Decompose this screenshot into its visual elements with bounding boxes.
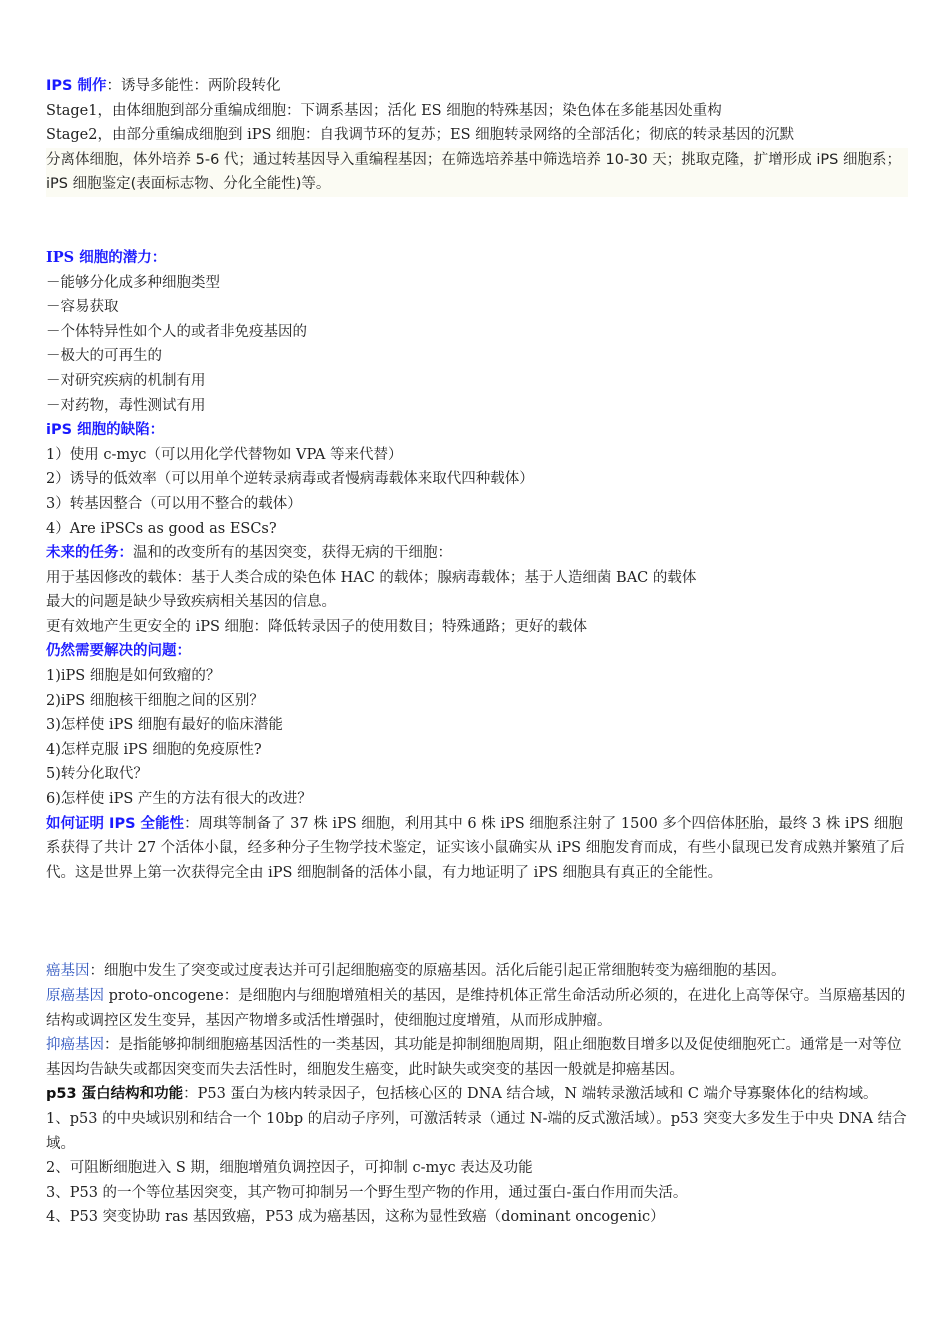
proto-oncogene-paragraph — [46, 984, 908, 1033]
p53-text: ：P53 蛋白为核内转录因子，包括核心区的 DNA 结合域，N 端转录激活域和 C 端介导寡聚体化的结构域。 — [183, 1086, 878, 1103]
list-item: 5)转分化取代？ — [46, 766, 148, 783]
list-item: －极大的可再生的 — [46, 348, 162, 365]
list-item: 3）转基因整合（可以用不整合的载体） — [46, 495, 302, 512]
list-item: 1）使用 c-myc（可以用化学代替物如 VPA 等来代替） — [46, 446, 403, 463]
list-item: －个体特异性如个人的或者非免疫基因的 — [46, 323, 307, 340]
suppressor-paragraph — [46, 1033, 908, 1082]
document-page — [46, 74, 908, 1230]
pluripotency-proof-text: ：周琪等制备了 37 株 iPS 细胞，利用其中 6 株 iPS 细胞系注射了 1500 多个四倍体胚胎，最终 3 株 iPS 细胞系获得了共计 27 个活体小鼠，经多种分子生物学技术鉴定，证实该小鼠确实从 iPS 细胞发育而成，有些小鼠现已发育成熟并繁殖了后代。这是世界上第一次获得完全由 iPS 细胞制备的活体小鼠，有力地证明了 iPS 细胞具有真正的全能性。 — [46, 815, 905, 881]
suppressor-text: ：是指能够抑制细胞癌基因活性的一类基因，其功能是抑制细胞周期，阻止细胞数目增多以及促使细胞死亡。通常是一对等位基因均告缺失或都因突变而失去活性时，细胞发生癌变，此时缺失或突变的基因一般就是抑癌基因。 — [46, 1037, 902, 1078]
list-item: 更有效地产生更安全的 iPS 细胞：降低转录因子的使用数目；特殊通路；更好的载体 — [46, 618, 588, 635]
proto-oncogene-text: proto-oncogene：是细胞内与细胞增殖相关的基因，是维持机体正常生命活动所必须的，在进化上高等保守。当原癌基因的结构或调控区发生变异，基因产物增多或活性增强时，使细胞过度增殖，从而形成肿瘤。 — [46, 988, 906, 1029]
p53-term: p53 蛋白结构和功能 — [46, 1086, 184, 1103]
ips-production-paragraph: 分离体细胞，体外培养 5-6 代；通过转基因导入重编程基因；在筛选培养基中筛选培养 10-30 天；挑取克隆，扩增形成 iPS 细胞系；iPS 细胞鉴定(表面标志物、分化全能性)等。 — [46, 148, 908, 197]
oncogene-text: ：细胞中发生了突变或过度表达并可引起细胞癌变的原癌基因。活化后能引起正常细胞转变为癌细胞的基因。 — [89, 963, 786, 980]
ips-production-intro: ：诱导多能性：两阶段转化 — [106, 78, 281, 94]
stage2-line: Stage2，由部分重编成细胞到 iPS 细胞：自我调节环的复苏；ES 细胞转录网络的全部活化；彻底的转录基因的沉默 — [46, 127, 795, 144]
list-item: 1、p53 的中央域识别和结合一个 10bp 的启动子序列，可激活转录（通过 N-端的反式激活域）。p53 突变大多发生于中央 DNA 结合域。 — [46, 1110, 907, 1152]
list-item: －对研究疾病的机制有用 — [46, 372, 206, 389]
list-item: 2）诱导的低效率（可以用单个逆转录病毒或者慢病毒载体来取代四种载体） — [46, 471, 534, 488]
list-item: －对药物，毒性测试有用 — [46, 397, 206, 414]
oncogene-paragraph — [46, 959, 908, 984]
open-questions-list — [46, 664, 908, 812]
ips-production-title: IPS 制作 — [46, 78, 107, 94]
list-item: －能够分化成多种细胞类型 — [46, 274, 220, 291]
oncogene-term: 癌基因 — [46, 963, 90, 980]
ips-defects-title: iPS 细胞的缺陷： — [46, 422, 165, 439]
list-item: 4、P53 突变协助 ras 基因致癌，P53 成为癌基因，这称为显性致癌（dominant oncogenic） — [46, 1209, 665, 1226]
proto-oncogene-term: 原癌基因 — [46, 988, 104, 1004]
future-tasks-intro: 温和的改变所有的基因突变，获得无病的干细胞： — [133, 545, 452, 562]
future-tasks-list — [46, 566, 908, 640]
ips-potential-list — [46, 271, 908, 419]
list-item: 1)iPS 细胞是如何致瘤的？ — [46, 668, 221, 685]
stage1-line: Stage1，由体细胞到部分重编成细胞：下调系基因；活化 ES 细胞的特殊基因；染色体在多能基因处重构 — [46, 102, 722, 119]
future-tasks-line — [46, 541, 908, 566]
list-item: 最大的问题是缺少导致疾病相关基因的信息。 — [46, 594, 336, 611]
list-item: 3、P53 的一个等位基因突变，其产物可抑制另一个野生型产物的作用，通过蛋白-蛋白作用而失活。 — [46, 1184, 688, 1201]
list-item: 3)怎样使 iPS 细胞有最好的临床潜能 — [46, 717, 283, 734]
open-questions-title: 仍然需要解决的问题： — [46, 643, 191, 660]
ips-defects-list — [46, 443, 908, 541]
list-item: 2)iPS 细胞核干细胞之间的区别？ — [46, 692, 264, 709]
list-item: 4)怎样克服 iPS 细胞的免疫原性? — [46, 741, 262, 758]
ips-potential-title: IPS 细胞的潜力： — [46, 248, 167, 266]
list-item: 用于基因修改的载体：基于人类合成的染色体 HAC 的载体；腺病毒载体；基于人造细菌 BAC 的载体 — [46, 569, 697, 586]
pluripotency-proof-title: 如何证明 IPS 全能性 — [46, 815, 185, 832]
suppressor-term: 抑癌基因 — [46, 1037, 104, 1054]
list-item: 2、可阻断细胞进入 S 期，细胞增殖负调控因子，可抑制 c-myc 表达及功能 — [46, 1160, 533, 1177]
list-item: 6)怎样使 iPS 产生的方法有很大的改进？ — [46, 791, 312, 808]
future-tasks-title: 未来的任务： — [46, 545, 133, 562]
ips-production-line — [46, 74, 908, 99]
list-item: －容易获取 — [46, 299, 119, 316]
list-item: 4）Are iPSCs as good as ESCs? — [46, 520, 277, 537]
p53-paragraph — [46, 1082, 908, 1107]
p53-function-list — [46, 1107, 908, 1230]
pluripotency-proof-paragraph — [46, 812, 908, 886]
